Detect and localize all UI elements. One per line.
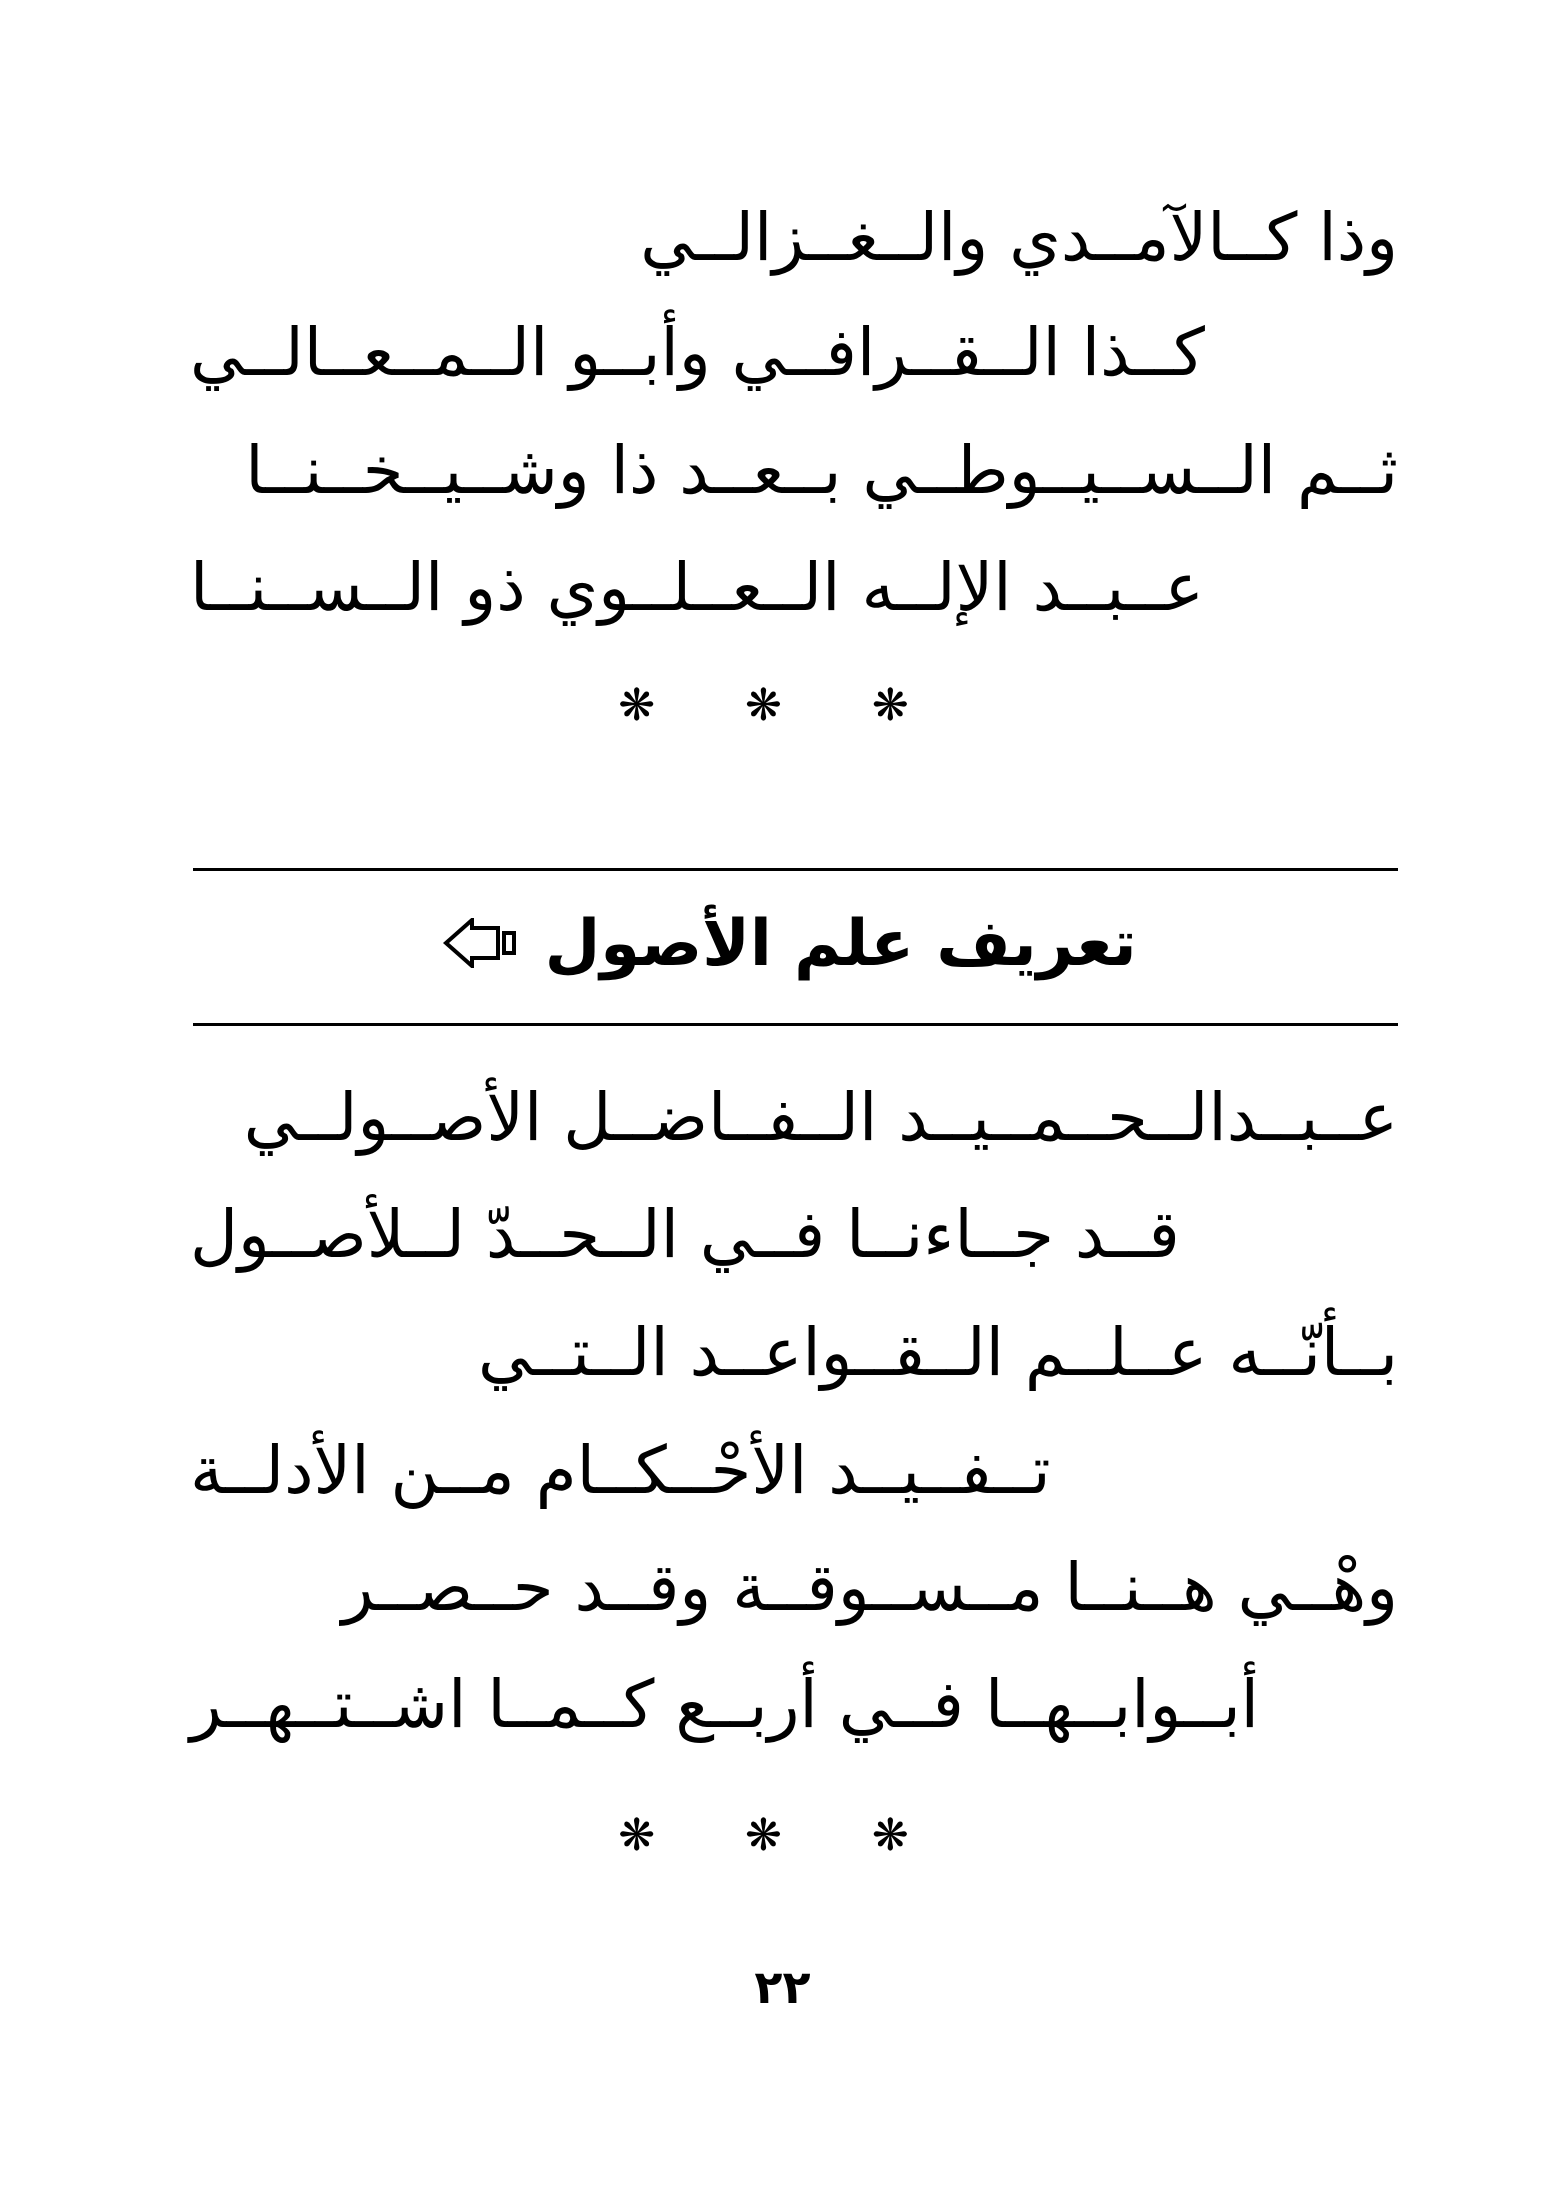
verse-bottom-3-first: وهْــي هــنــا مــســوقــة وقــد حــصــر bbox=[341, 1549, 1398, 1626]
verse-bottom-1-second: قــد جــاءنــا فــي الــحــدّ لــلأصــول bbox=[190, 1196, 1180, 1273]
verse-bottom-2-second: تــفــيــد الأحْــكــام مــن الأدلــة bbox=[190, 1432, 1051, 1509]
verse-top-1-second: كــذا الــقــرافــي وأبــو الــمــعــالــي bbox=[190, 314, 1205, 391]
rule-top bbox=[193, 868, 1398, 871]
page-number: ٢٢ bbox=[754, 1960, 811, 2014]
section-heading bbox=[0, 907, 1565, 981]
verse-top-2-first: ثــم الــســيــوطــي بــعــد ذا وشــيــخــنــا bbox=[245, 432, 1398, 509]
left-arrow-icon bbox=[442, 915, 522, 979]
separator-stars-top: ❋ ❋ ❋ bbox=[618, 680, 947, 731]
rule-bottom bbox=[193, 1023, 1398, 1026]
verse-top-2-second: عــبــد الإلــه الــعــلــوي ذو الــســنــا bbox=[190, 549, 1204, 626]
verse-bottom-1-first: عــبــدالــحــمــيــد الــفــاضــل الأصــولــي bbox=[243, 1079, 1398, 1156]
verse-bottom-2-first: بــأنّــه عــلــم الــقــواعــد الــتــي bbox=[477, 1314, 1398, 1391]
verse-top-1-first: وذا كــالآمــدي والــغــزالــي bbox=[640, 199, 1398, 276]
section-title: تعريف علم الأصول bbox=[544, 907, 1137, 981]
verse-bottom-3-second: أبــوابــهــا فــي أربــع كــمــا اشــتــهــر bbox=[190, 1666, 1260, 1743]
separator-stars-bottom: ❋ ❋ ❋ bbox=[618, 1810, 947, 1861]
